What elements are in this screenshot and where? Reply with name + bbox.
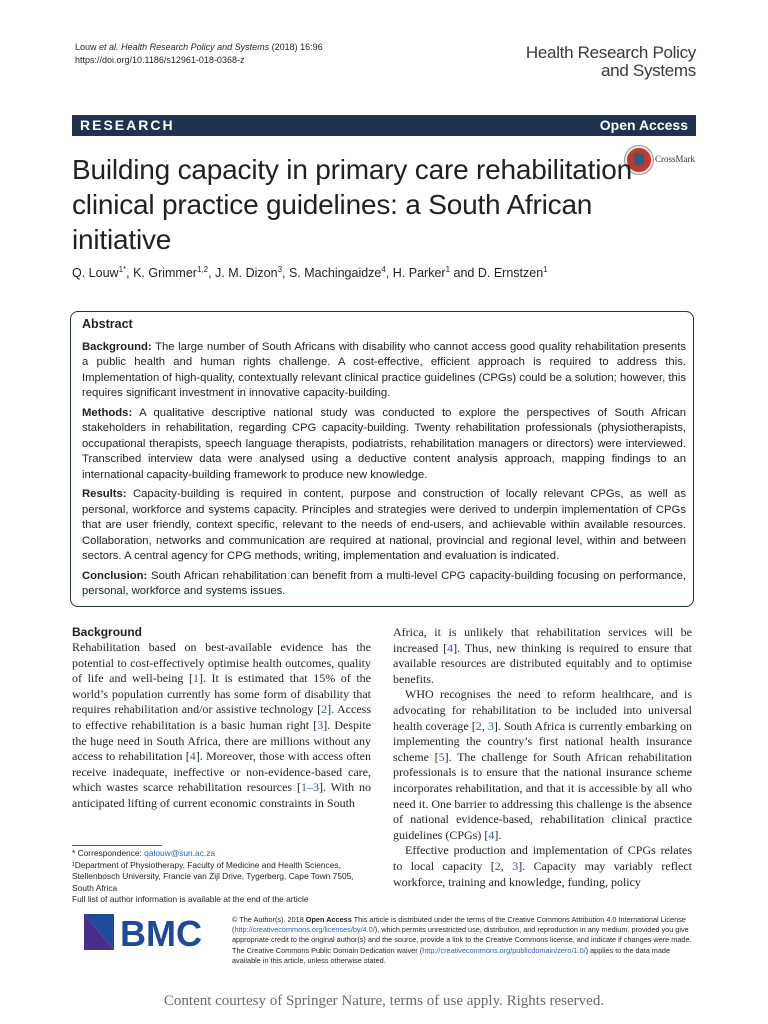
author-affiliation-marker: 3 bbox=[277, 265, 283, 274]
author-info-note: Full list of author information is available at the end of the article bbox=[72, 894, 309, 905]
crossmark-badge[interactable] bbox=[625, 146, 695, 174]
body-paragraph: Effective production and implementation of CPGs relates to local capacity [2, 3]. Capacity may variably reflect workforce, training and knowledge, funding, policy bbox=[393, 843, 693, 889]
section-label: RESEARCH bbox=[80, 117, 175, 133]
citation-header bbox=[75, 41, 323, 67]
author-affiliation-marker: 1 bbox=[543, 265, 548, 274]
courtesy-note: Content courtesy of Springer Nature, terms of use apply. Rights reserved. bbox=[163, 993, 605, 1009]
author-affiliation-marker: 1 bbox=[445, 265, 451, 274]
author-name: H. Parker bbox=[392, 266, 446, 281]
author-name: D. Ernstzen bbox=[477, 266, 544, 281]
crossmark-label: CrossMark bbox=[655, 154, 695, 164]
affiliation: ¹Department of Physiotherapy, Faculty of Medicine and Health Sciences, Stellenbosch University, Francie van Zijl Drive, Tygerberg, Cape Town 7505, South Africa bbox=[72, 859, 354, 893]
author-name: S. Machingaidze bbox=[288, 266, 382, 281]
bmc-logo bbox=[84, 912, 216, 952]
citation-year-volume: (2018) 16:96 bbox=[271, 42, 323, 52]
bmc-logo-text: BMC bbox=[120, 913, 202, 952]
journal-name-line2: and Systems bbox=[601, 61, 696, 80]
open-access-label: Open Access bbox=[599, 117, 688, 133]
citation-etal: et al. bbox=[99, 42, 119, 52]
abstract-heading: Abstract bbox=[82, 317, 133, 331]
abstract-results: Results: Capacity-building is required in content, purpose and construction of locally relevant CPGs, as well as personal, workforce and systems capacity. Principles and strategies were derived to underpin implementation of CPGs that are user friendly, context specific, relevant to the needs of end-users, and achievable within available resources. Collaboration, networks and communication are required at national, provincial and regional level, within and between sectors. A central agency for CPG methods, writing, implementation and evaluation is indicated. bbox=[82, 488, 686, 562]
abstract-conclusion: Conclusion: South African rehabilitation can benefit from a multi-level CPG capacity-building focusing on performance, personal, workforce and systems issues. bbox=[82, 569, 686, 597]
correspondence-email[interactable]: qalouw@sun.ac.za bbox=[144, 848, 216, 858]
author-affiliation-marker: 4 bbox=[381, 265, 386, 274]
abstract-methods: Methods: A qualitative descriptive national study was conducted to explore the perspectives of South African stakeholders in rehabilitation, regarding CPG capacity-building. Twenty rehabilitation professionals (physiotherapists, occupational therapists, speech language therapists, podiatrists, rehabilitation managers or directors) were interviewed. Transcribed interview data were analysed using a deductive content analysis approach, mapping findings to an international capacity-building framework to produce new knowledge. bbox=[82, 406, 686, 481]
footnote bbox=[72, 848, 372, 906]
license-link[interactable]: http://creativecommons.org/licenses/by/4.0/ bbox=[234, 925, 375, 935]
section-heading-background: Background bbox=[72, 625, 143, 639]
doi-link[interactable]: https://doi.org/10.1186/s12961-018-0368-z bbox=[75, 55, 245, 65]
body-paragraph: Rehabilitation based on best-available evidence has the potential to cost-effectively optimise health outcomes, quality of life and well-being [1]. It is estimated that 15% of the world’s population currently has some form of disability that requires rehabilitation and/or assistive technology [2]. Access to effective rehabilitation is a basic human right [3]. Despite the huge need in South Africa, there are millions without any access to rehabilitation [4]. Moreover, those with access often receive inadequate, ineffective or non-evidence-based care, which wastes scarce rehabilitation resources [1–3]. With no anticipated lifting of current economic constraints in South bbox=[72, 640, 372, 810]
public-domain-link[interactable]: http://creativecommons.org/publicdomain/zero/1.0/ bbox=[422, 945, 586, 955]
author-name: J. M. Dizon bbox=[215, 266, 278, 281]
open-access-inline: Open Access bbox=[305, 915, 352, 924]
author-name: K. Grimmer bbox=[133, 266, 197, 281]
article-title: Building capacity in primary care rehabilitation clinical practice guidelines: a South African initiative bbox=[72, 154, 633, 255]
abstract-box bbox=[70, 311, 694, 607]
correspondence-label: * Correspondence: bbox=[72, 848, 145, 858]
body-paragraph: WHO recognises the need to reform healthcare, and is advocating for rehabilitation to be included into universal health coverage [2, 3]. South Africa is currently embarking on implementing the country’s first national health insurance scheme [5]. The challenge for South African rehabilitation professionals is to ensure that the national insurance scheme incorporates rehabilitation, and that it is accessible by all who need it. One barrier to addressing this challenge is the absence of national evidence-based, rehabilitation clinical practice guidelines (CPGs) [4]. bbox=[393, 687, 693, 842]
footnote-rule bbox=[72, 845, 162, 846]
citation-authors: Louw bbox=[75, 42, 97, 52]
author-list: Q. Louw$^{1*}$, K. Grimmer$^{1,2}$, J. M. Dizon$^3$, S. Machingaidze$^4$, H. Parker$^1$ and D. Ernstzen$^1$ bbox=[72, 265, 548, 281]
journal-name-line1: Health Research Policy bbox=[525, 43, 696, 62]
abstract-background: Background: The large number of South Africans with disability who cannot access good quality rehabilitation presents a public health and human rights challenge. A cost-effective, efficient approach is required to address this. Implementation of high-quality, contextually relevant clinical practice guidelines (CPGs) could be a solution; however, this requires significant investment in innovative capacity-building. bbox=[82, 340, 686, 399]
license-notice: © The Author(s). 2018 Open Access This article is distributed under the terms of the Creative Commons Attribution 4.0 International License (http://creativecommons.org/licenses/by/4.0/), which permits unrestricted use, distribution, and reproduction in any medium, provided you give appropriate credit to the original author(s) and the source, provide a link to the Creative Commons license, and indicate if changes were made. The Creative Commons Public Domain Dedication waiver (http://creativecommons.org/publicdomain/zero/1.0/) applies to the data made available in this article, unless otherwise stated. bbox=[232, 915, 692, 965]
journal-name bbox=[526, 44, 696, 80]
citation-journal: Health Research Policy and Systems bbox=[121, 42, 270, 52]
body-paragraph: Africa, it is unlikely that rehabilitation services will be increased [4]. Thus, new thinking is required to ensure that available resources are distributed equitably and to optimise benefits. bbox=[393, 625, 692, 686]
author-name: Q. Louw bbox=[72, 266, 119, 281]
body-left-column bbox=[72, 625, 371, 812]
body-right-column bbox=[393, 625, 692, 890]
author-affiliation-marker: 1* bbox=[118, 265, 127, 274]
author-affiliation-marker: 1,2 bbox=[196, 265, 209, 274]
